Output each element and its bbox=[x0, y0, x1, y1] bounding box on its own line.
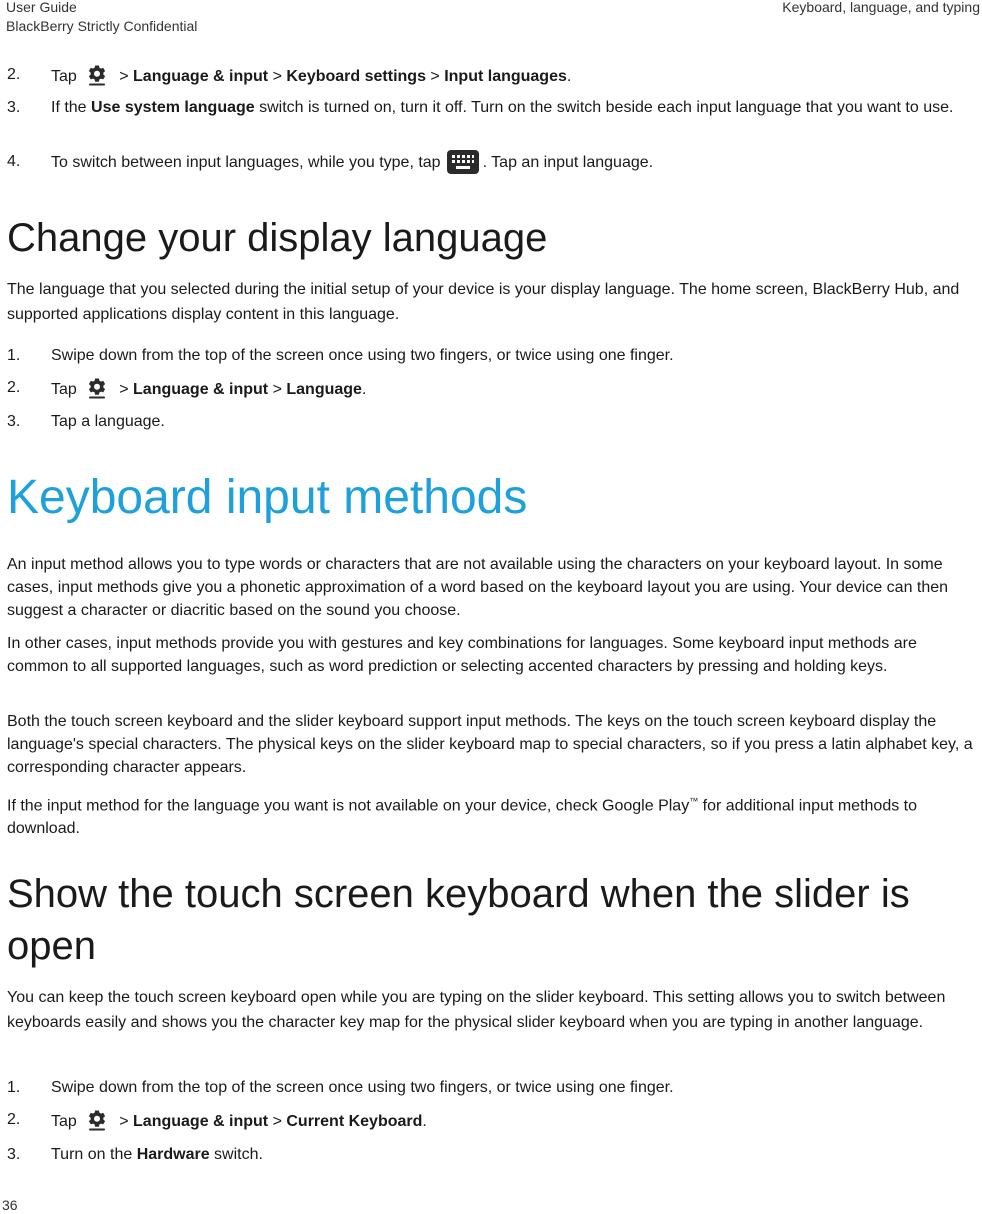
step-number: 2. bbox=[7, 1111, 21, 1128]
paragraph: If the input method for the language you want is not available on your device, check Google Play™ for additional input methods to download. bbox=[7, 796, 918, 838]
step-number: 3. bbox=[7, 413, 21, 430]
step-number: 1. bbox=[7, 1079, 21, 1096]
step-text: To switch between input languages, while you type, tap . Tap an input language. bbox=[51, 150, 977, 174]
chapter-heading: Keyboard input methods bbox=[7, 471, 528, 524]
step-number: 1. bbox=[7, 347, 21, 364]
step-text: Tap > Language & input > Current Keyboard. bbox=[51, 1108, 977, 1133]
keyboard-icon bbox=[447, 150, 479, 174]
running-header-right: Keyboard, language, and typing bbox=[782, 0, 980, 15]
step-text: Tap > Language & input > Language. bbox=[51, 376, 977, 401]
step-number: 3. bbox=[7, 1146, 21, 1163]
gear-icon bbox=[85, 1108, 109, 1132]
section-heading: Change your display language bbox=[7, 216, 548, 260]
confidentiality-label: BlackBerry Strictly Confidential bbox=[6, 18, 198, 34]
section-intro: You can keep the touch screen keyboard open while you are typing on the slider keyboard. This setting allows you to switch between keyboards easily and shows you the character key map for the physical slider keyboard when you are typing in another language. bbox=[7, 989, 946, 1031]
guide-title: User Guide bbox=[6, 0, 77, 15]
step-text: Swipe down from the top of the screen once using two fingers, or twice using one finger. bbox=[51, 1079, 674, 1096]
paragraph: Both the touch screen keyboard and the slider keyboard support input methods. The keys on the touch screen keyboard display the language's special characters. The physical keys on the slider keyboard map to special characters, so if you press a latin alphabet key, a corresponding character appears. bbox=[7, 713, 973, 776]
step-number: 2. bbox=[7, 66, 21, 83]
step-number: 2. bbox=[7, 379, 21, 396]
step-number: 3. bbox=[7, 99, 21, 116]
gear-icon bbox=[85, 376, 109, 400]
step-text: Swipe down from the top of the screen once using two fingers, or twice using one finger. bbox=[51, 347, 674, 364]
step-number: 4. bbox=[7, 153, 21, 170]
step-text: Tap > Language & input > Keyboard settings > Input languages. bbox=[51, 63, 977, 88]
section-heading: Show the touch screen keyboard when the slider is open bbox=[7, 872, 910, 968]
paragraph: An input method allows you to type words or characters that are not available using the characters on your keyboard layout. In some cases, input methods give you a phonetic approximation of a word based on the keyboard layout you are using. Your device can then suggest a character or diacritic based on the sound you choose. bbox=[7, 556, 949, 619]
paragraph: In other cases, input methods provide you with gestures and key combinations for languages. Some keyboard input methods are common to all supported languages, such as word prediction or selecting accented characters by pressing and holding keys. bbox=[7, 635, 917, 675]
step-text: Tap a language. bbox=[51, 413, 165, 430]
page-number: 36 bbox=[2, 1197, 18, 1213]
running-header-left bbox=[6, 0, 197, 36]
section-intro: The language that you selected during the initial setup of your device is your display language. The home screen, BlackBerry Hub, and supported applications display content in this language. bbox=[7, 281, 960, 323]
step-text: If the Use system language switch is turned on, turn it off. Turn on the switch beside each input language that you want to use. bbox=[51, 99, 954, 116]
trademark-symbol: ™ bbox=[689, 796, 699, 806]
gear-icon bbox=[85, 63, 109, 87]
step-text: Turn on the Hardware switch. bbox=[51, 1146, 263, 1163]
